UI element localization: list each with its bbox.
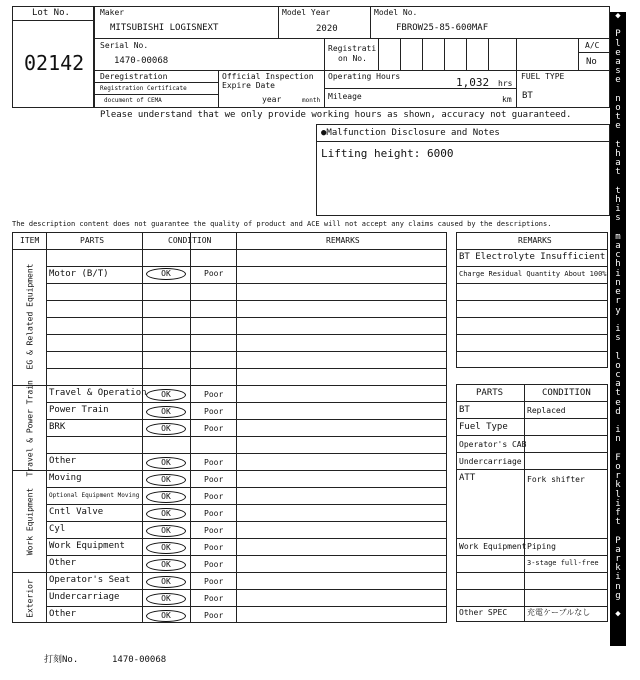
serial-value: 1470-00068	[114, 56, 169, 66]
ok-mark: OK	[146, 559, 186, 571]
group-travel: Travel & Power Train	[25, 380, 35, 477]
operating-hours-label: Operating Hours	[328, 72, 401, 81]
ok-mark: OK	[146, 389, 186, 401]
rp-operators-cab: Operator's CAB	[459, 440, 527, 449]
model-year-value: 2020	[316, 24, 338, 34]
row-brk: BRK	[49, 422, 66, 432]
row-travel-other: Other	[49, 456, 77, 466]
registration-label-2: on No.	[338, 54, 367, 63]
group-eg: EG & Related Equipment	[25, 263, 35, 370]
group-exterior: Exterior	[25, 579, 35, 618]
hrs-unit: hrs	[498, 79, 513, 88]
maker-label: Maker	[100, 8, 125, 17]
right-remarks-line2: Charge Residual Quantity About 100%	[459, 270, 607, 278]
maker-value: MITSUBISHI LOGISNEXT	[110, 23, 219, 33]
row-ext-other: Other	[49, 609, 77, 619]
poor-label: Poor	[204, 509, 224, 518]
row-operators-seat: Operator's Seat	[49, 575, 131, 585]
ok-mark: OK	[146, 423, 186, 435]
row-cntl-valve: Cntl Valve	[49, 507, 104, 517]
malfunction-title: ●Malfunction Disclosure and Notes	[321, 128, 500, 138]
row-undercarriage: Undercarriage	[49, 592, 120, 602]
ok-mark: OK	[146, 525, 186, 537]
header-parts: PARTS	[80, 236, 105, 245]
inspection-label-1: Official Inspection	[222, 72, 314, 81]
ok-mark: OK	[146, 406, 186, 418]
rp-other-spec-value: 充電ケーブルなし	[527, 608, 591, 617]
rp-undercarriage: Undercarriage	[459, 457, 522, 466]
row-travel-operation: Travel & Operation	[49, 388, 147, 398]
poor-label: Poor	[204, 594, 224, 603]
ok-mark: OK	[146, 457, 186, 469]
disclaimer-text: The description content does not guarantee the quality of product and ACE will not accept any claims caused by the descriptions.	[12, 220, 552, 228]
row-optional-moving: Optional Equipment Moving	[49, 492, 140, 499]
deregistration-label: Deregistration	[100, 72, 168, 81]
model-year-label: Model Year	[282, 8, 331, 17]
registration-certificate: Registration Certificate	[100, 85, 187, 92]
fuel-type-value: BT	[522, 91, 533, 101]
model-no-value: FBROW25-85-600MAF	[396, 23, 489, 33]
poor-label: Poor	[204, 577, 224, 586]
right-remarks-header: REMARKS	[518, 236, 552, 245]
ok-mark: OK	[146, 491, 186, 503]
row-moving: Moving	[49, 473, 82, 483]
rp-bt-label: BT	[459, 405, 470, 415]
notice-text: Please understand that we only provide working hours as shown, accuracy not guaranteed.	[100, 110, 572, 120]
check-table	[12, 232, 447, 623]
right-parts-header: PARTS	[476, 388, 504, 398]
rp-work-equipment-value: Piping	[527, 542, 556, 551]
rp-work-equipment-value2: 3-stage full-free	[527, 559, 599, 567]
registration-label-1: Registrati	[328, 44, 377, 53]
ac-label: A/C	[585, 41, 600, 50]
ok-mark: OK	[146, 474, 186, 486]
rp-att-value: Fork shifter	[527, 475, 585, 484]
row-power-train: Power Train	[49, 405, 109, 415]
poor-label: Poor	[204, 475, 224, 484]
ok-mark: OK	[146, 508, 186, 520]
inspection-label-2: Expire Date	[222, 81, 275, 90]
stamp-value: 1470-00068	[112, 655, 167, 665]
serial-label: Serial No.	[100, 41, 149, 50]
header-item: ITEM	[20, 236, 40, 245]
row-work-equipment: Work Equipment	[49, 541, 125, 551]
stamp-label: 打刻No.	[44, 655, 79, 665]
row-cyl: Cyl	[49, 524, 66, 534]
ac-value: No	[586, 57, 597, 67]
poor-label: Poor	[204, 424, 224, 433]
rp-work-equipment-label: Work Equipment	[459, 542, 527, 551]
group-work: Work Equipment	[25, 487, 35, 556]
cema-document: document of CEMA	[104, 97, 162, 104]
fuel-type-label: FUEL TYPE	[521, 72, 565, 81]
row-motor: Motor (B/T)	[49, 269, 109, 279]
right-remarks-line1: BT Electrolyte Insufficient	[459, 252, 606, 262]
month-label: month	[302, 97, 321, 104]
rp-bt-value: Replaced	[527, 406, 566, 415]
rp-other-spec-label: Other SPEC	[459, 608, 508, 617]
rp-att-label: ATT	[459, 473, 476, 483]
poor-label: Poor	[204, 560, 224, 569]
operating-hours-value: 1,032	[456, 76, 490, 89]
row-work-other: Other	[49, 558, 77, 568]
poor-label: Poor	[204, 390, 224, 399]
poor-label: Poor	[204, 269, 224, 278]
mileage-label: Mileage	[328, 92, 362, 101]
ok-mark: OK	[146, 593, 186, 605]
ok-mark: OK	[146, 610, 186, 622]
poor-label: Poor	[204, 407, 224, 416]
header-remarks: REMARKS	[326, 236, 360, 245]
header-condition: CONDITION	[168, 236, 212, 245]
ok-mark: OK	[146, 542, 186, 554]
lot-number: 02142	[24, 51, 85, 75]
poor-label: Poor	[204, 611, 224, 620]
right-parts-table	[456, 384, 608, 622]
location-notice-sidebar: ◆ P l e a s e n o t e t h a t t h i s m a c h i n e r y i s l o c a t e d i n F o r k l i f t P a r k i n g ◆	[610, 12, 626, 646]
ok-mark: OK	[146, 576, 186, 588]
rp-fuel-type: Fuel Type	[459, 422, 508, 432]
km-unit: km	[502, 95, 512, 104]
poor-label: Poor	[204, 492, 224, 501]
poor-label: Poor	[204, 526, 224, 535]
poor-label: Poor	[204, 458, 224, 467]
poor-label: Poor	[204, 543, 224, 552]
ok-mark: OK	[146, 268, 186, 280]
lot-label: Lot No.	[32, 8, 70, 18]
malfunction-text: Lifting height: 6000	[321, 147, 454, 160]
model-no-label: Model No.	[374, 8, 418, 17]
year-label: year	[262, 95, 282, 104]
right-condition-header: CONDITION	[542, 388, 591, 398]
